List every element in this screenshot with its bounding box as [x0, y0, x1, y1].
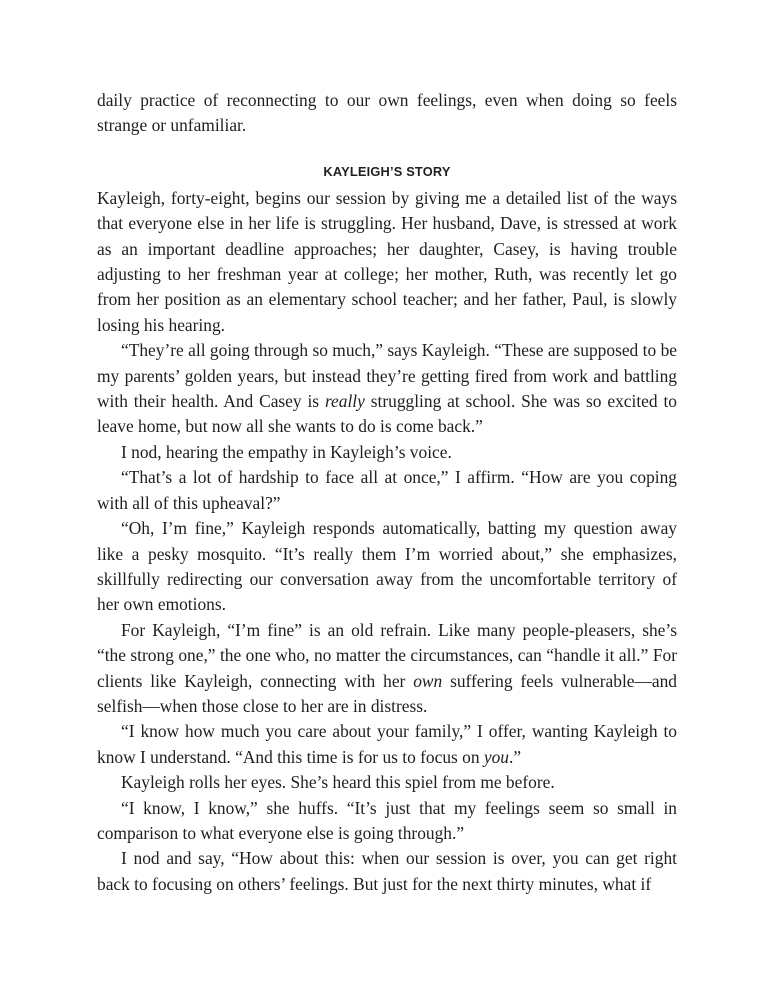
section-heading: KAYLEIGH’S STORY — [323, 163, 451, 179]
paragraph-text: For Kayleigh, “I’m fine” is an old refrain. Like many people-pleasers, she’s “the strong one,” the one who, no matter the circumstances, can “handle it all.” For clients like Kayleigh, connecting with her — [97, 619, 677, 691]
story-paragraph-3: I nod, hearing the empathy in Kayleigh’s voice. — [121, 441, 452, 462]
story-paragraph-10: I nod and say, “How about this: when our session is over, you can get right back to focusing on others’ feelings. But just for the next thirty minutes, what if — [97, 848, 677, 894]
story-paragraph-1: Kayleigh, forty-eight, begins our session by giving me a detailed list of the ways that everyone else in her life is struggling. Her husband, Dave, is stressed at work as an important deadline approaches; her daughter, Casey, is having trouble adjusting to her freshman year at college; her mother, Ruth, was recently let go from her position as an elementary school teacher; and her father, Paul, is slowly losing his hearing. — [97, 187, 677, 335]
emphasis-text: really — [324, 391, 365, 412]
story-paragraph-8: Kayleigh rolls her eyes. She’s heard this spiel from me before. — [121, 772, 555, 793]
story-paragraph-9: “I know, I know,” she huffs. “It’s just that my feelings seem so small in comparison to what everyone else is going through.” — [97, 797, 677, 843]
story-paragraph-5: “Oh, I’m fine,” Kayleigh responds automatically, batting my question away like a pesky mosquito. “It’s really them I’m worried about,” she emphasizes, skillfully redirecting our conversation away from the uncomfortable territory of her own emotions. — [97, 518, 677, 615]
paragraph-text: suffering feels vulnerable—and selfish—when those close to her are in distress. — [97, 670, 677, 716]
story-paragraph-7 — [97, 719, 677, 770]
book-page — [97, 88, 677, 897]
paragraph-text: “I know how much you care about your family,” I offer, wanting Kayleigh to know I understand. “And this time is for us to focus on — [97, 721, 677, 767]
emphasis-text: you — [483, 746, 510, 767]
emphasis-text: own — [413, 670, 443, 691]
paragraph-text: struggling at school. She was so excited to leave home, but now all she wants to do is come back.” — [97, 391, 677, 437]
paragraph-text: “They’re all going through so much,” says Kayleigh. “These are supposed to be my parents’ golden years, but instead they’re getting fired from work and battling with their health. And Casey is — [97, 340, 677, 412]
paragraph-text: .” — [509, 746, 522, 767]
story-paragraph-6 — [97, 618, 677, 720]
story-paragraph-4: “That’s a lot of hardship to face all at once,” I affirm. “How are you coping with all of this upheaval?” — [97, 467, 677, 513]
story-paragraph-2 — [97, 338, 677, 440]
intro-paragraph: daily practice of reconnecting to our own feelings, even when doing so feels strange or unfamiliar. — [97, 90, 677, 136]
